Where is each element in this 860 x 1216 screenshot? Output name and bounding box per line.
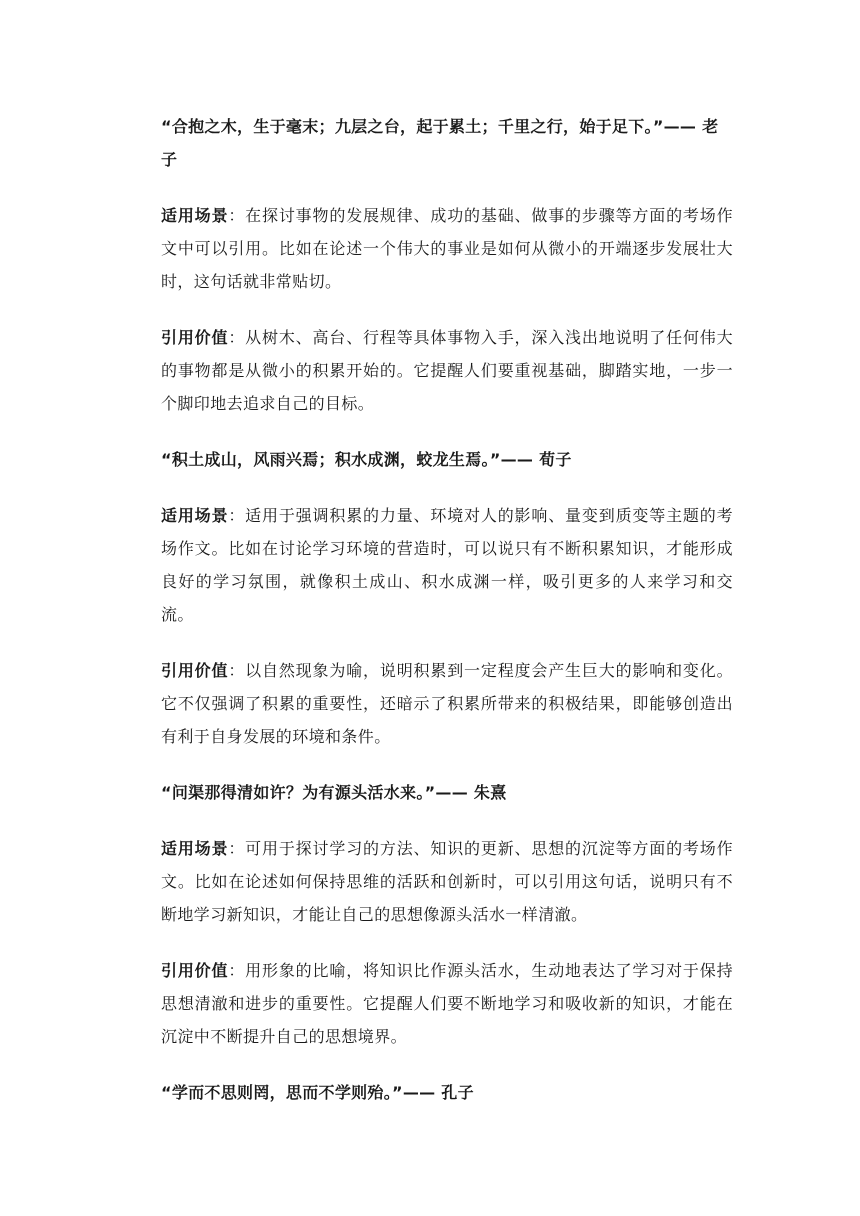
- scene-label: 适用场景: [161, 506, 229, 525]
- quote-heading: “合抱之木，生于毫末；九层之台，起于累土；千里之行，始于足下。”—— 老子: [161, 117, 719, 169]
- quote-heading: “问渠那得清如许？为有源头活水来。”—— 朱熹: [161, 783, 507, 802]
- value-paragraph: [161, 321, 733, 420]
- value-label: 引用价值: [161, 328, 229, 347]
- quote-heading: “积土成山，风雨兴焉；积水成渊，蛟龙生焉。”—— 荀子: [161, 450, 572, 469]
- scene-paragraph: [161, 832, 733, 931]
- document-page: [161, 110, 733, 1109]
- scene-text: ：适用于强调积累的力量、环境对人的影响、量变到质变等主题的考场作文。比如在讨论学习环境的营造时，可以说只有不断积累知识，才能形成良好的学习氛围，就像积土成山、积水成渊一样，吸引更多的人来学习和交流。: [161, 506, 733, 624]
- value-label: 引用价值: [161, 661, 229, 680]
- quote-heading-final: “学而不思则罔，思而不学则殆。”—— 孔子: [161, 1083, 474, 1102]
- value-label: 引用价值: [161, 961, 229, 980]
- scene-text: ：在探讨事物的发展规律、成功的基础、做事的步骤等方面的考场作文中可以引用。比如在论述一个伟大的事业是如何从微小的开端逐步发展壮大时，这句话就非常贴切。: [161, 206, 733, 291]
- scene-paragraph: [161, 499, 733, 631]
- value-text: ：以自然现象为喻，说明积累到一定程度会产生巨大的影响和变化。它不仅强调了积累的重要性，还暗示了积累所带来的积极结果，即能够创造出有利于自身发展的环境和条件。: [161, 661, 733, 746]
- value-paragraph: [161, 954, 733, 1053]
- value-text: ：用形象的比喻，将知识比作源头活水，生动地表达了学习对于保持思想清澈和进步的重要性。它提醒人们要不断地学习和吸收新的知识，才能在沉淀中不断提升自己的思想境界。: [161, 961, 733, 1046]
- scene-paragraph: [161, 199, 733, 298]
- scene-label: 适用场景: [161, 839, 229, 858]
- scene-text: ：可用于探讨学习的方法、知识的更新、思想的沉淀等方面的考场作文。比如在论述如何保持思维的活跃和创新时，可以引用这句话，说明只有不断地学习新知识，才能让自己的思想像源头活水一样清澈。: [161, 839, 733, 924]
- value-paragraph: [161, 654, 733, 753]
- scene-label: 适用场景: [161, 206, 229, 225]
- value-text: ：从树木、高台、行程等具体事物入手，深入浅出地说明了任何伟大的事物都是从微小的积累开始的。它提醒人们要重视基础，脚踏实地，一步一个脚印地去追求自己的目标。: [161, 328, 733, 413]
